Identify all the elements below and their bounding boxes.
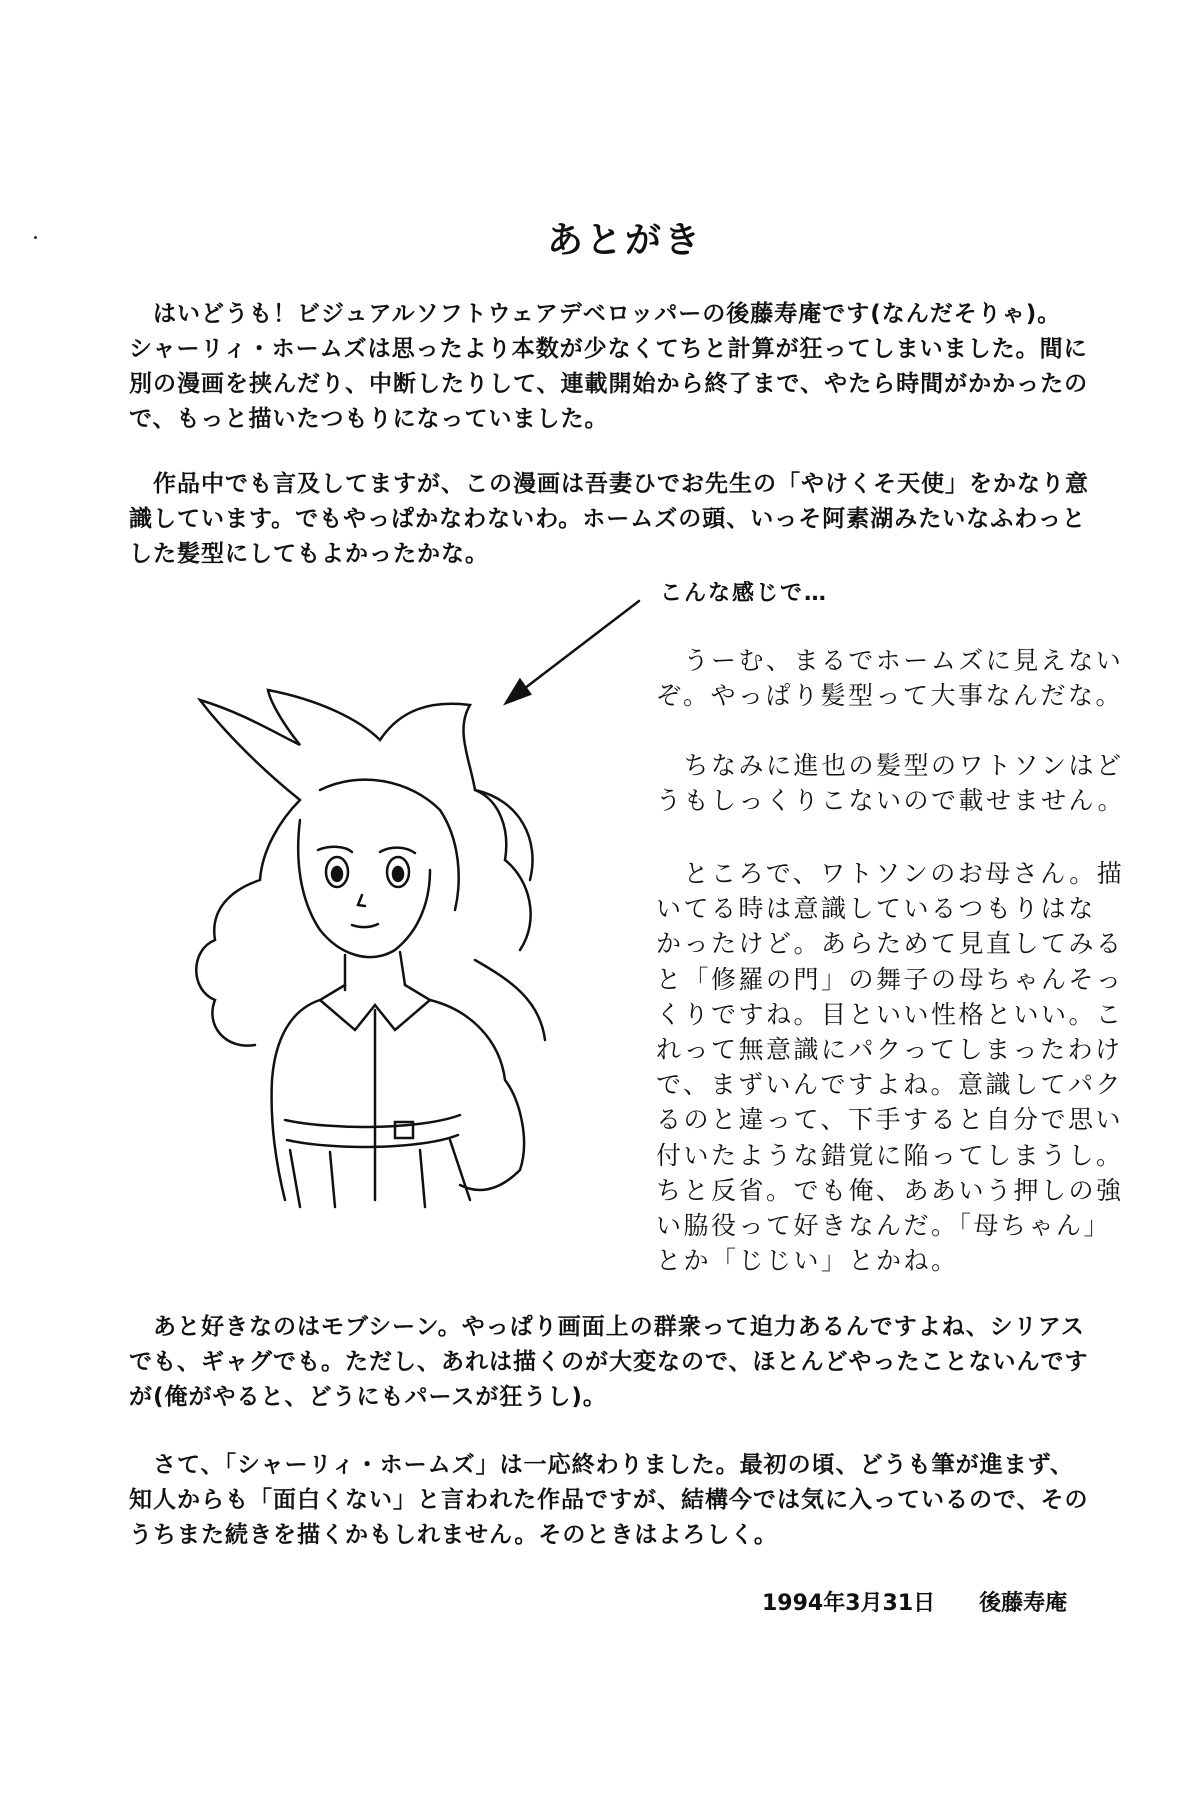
text-line: うーむ、まるでホームズに見えない (656, 646, 1124, 675)
arrow-icon (506, 601, 639, 703)
text-line: シャーリィ・ホームズは思ったより本数が少なくてちと計算が狂ってしまいました。間に (129, 336, 1088, 362)
text-line: ちと反省。でも俺、ああいう押しの強 (656, 1175, 1124, 1205)
text-line: ところで、ワトソンのお母さん。描 (656, 859, 1125, 888)
signature-date: 1994年3月31日 (762, 1591, 936, 1616)
text-line: 識しています。でもやっぱかなわないわ。ホームズの頭、いっそ阿素湖みたいなふわっと (129, 506, 1087, 532)
text-line: かったけど。あらためて見直してみる (656, 929, 1124, 959)
text-line: るのと違って、下手すると自分で思い (656, 1105, 1124, 1135)
text-line: いてる時は意識しているつもりはな (656, 894, 1096, 924)
text-line: 作品中でも言及してますが、この漫画は吾妻ひでお先生の「やけくそ天使」をかなり意 (129, 471, 1089, 497)
text-line: はいどうも！ビジュアルソフトウェアデベロッパーの後藤寿庵です(なんだそりゃ)。 (129, 301, 1062, 327)
text-line: で、まずいんですよね。意識してパク (656, 1070, 1124, 1100)
text-line: さて、「シャーリィ・ホームズ」は一応終わりました。最初の頃、どうも筆が進まず、 (129, 1452, 1074, 1478)
text-line: うちまた続きを描くかもしれません。そのときはよろしく。 (129, 1522, 778, 1548)
text-line: と「修羅の門」の舞子の母ちゃんそっ (656, 964, 1124, 994)
text-line: れって無意識にパクってしまったわけ (656, 1034, 1123, 1064)
text-line: 付いたような錯覚に陥ってしまうし。 (656, 1140, 1124, 1170)
text-line: でも、ギャグでも。ただし、あれは描くのが大変なので、ほとんどやったことないんです (129, 1349, 1089, 1375)
text-line: い脇役って好きなんだ。「母ちゃん」 (656, 1210, 1112, 1240)
illustration-caption: こんな感じで… (660, 581, 829, 606)
text-line: 知人からも「面白くない」と言われた作品ですが、結構今では気に入っているので、その (129, 1487, 1089, 1513)
text-line: で、もっと描いたつもりになっていました。 (129, 406, 609, 432)
text-line: くりですね。目といい性格といい。こ (656, 999, 1124, 1029)
girl-drawing (196, 690, 545, 1207)
text-line: が(俺がやると、どうにもパースが狂うし)。 (129, 1384, 607, 1410)
signature-author: 後藤寿庵 (979, 1591, 1068, 1616)
text-line: した髪型にしてもよかったかな。 (129, 541, 489, 567)
text-line: うもしっくりこないので載せません。 (656, 786, 1126, 816)
text-line: 別の漫画を挟んだり、中断したりして、連載開始から終了まで、やたら時間がかかったの (129, 371, 1089, 397)
text-line: ちなみに進也の髪型のワトソンはど (656, 751, 1124, 780)
page-title: あとがき (546, 220, 703, 261)
text-line: ぞ。やっぱり髪型って大事なんだな。 (656, 681, 1124, 711)
text-line: とか「じじい」とかね。 (656, 1246, 959, 1276)
text-line: あと好きなのはモブシーン。やっぱり画面上の群衆って迫力あるんですよね、シリアス (129, 1314, 1085, 1340)
